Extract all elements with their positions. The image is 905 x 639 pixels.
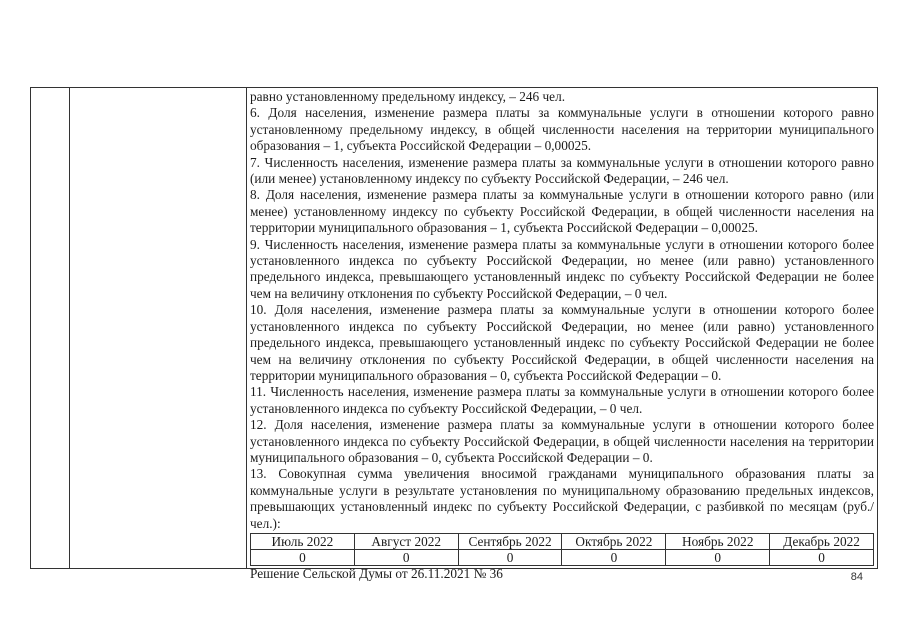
table-column-number [31,88,70,568]
month-header: Август 2022 [354,533,458,549]
decision-reference: Решение Сельской Думы от 26.11.2021 № 36 [250,565,503,581]
monthly-sum-table [250,533,874,566]
paragraph: 7. Численность населения, изменение размера платы за коммунальные услуги в отношении которого равно (или менее) установленному индексу по субъекту Российской Федерации, – 246 чел. [250,154,874,187]
paragraph: 10. Доля населения, изменение размера платы за коммунальные услуги в отношении которого более установленного индекса по субъекту Российской Федерации, но менее (или равно) установленного предельного индекса, превышающего установленный индекс по субъекту Российской Федерации не более чем на величину отклонения по субъекту Российской Федерации, в общей численности населения на территории муниципального образования – 0, субъекта Российской Федерации – 0. [250,302,874,383]
table-column-name [69,88,247,568]
table-row [251,549,874,565]
paragraph: равно установленному предельному индексу, – 246 чел. [250,89,566,104]
month-header: Декабрь 2022 [770,533,874,549]
month-value: 0 [666,549,770,565]
paragraph: 12. Доля населения, изменение размера платы за коммунальные услуги в отношении которого более установленного индекса по субъекту Российской Федерации, в общей численности населения на территории муниципального образования – 0, субъекта Российской Федерации – 0. [250,417,874,465]
month-value: 0 [251,549,355,565]
paragraph: 13. Совокупная сумма увеличения вносимой гражданами муниципального образования платы за коммунальные услуги в результате установления по муниципальному образованию предельных индексов, превышающих установленный индекс по субъекту Российской Федерации, с разбивкой по месяцам (руб./чел.): [250,466,874,531]
month-value: 0 [354,549,458,565]
page-number: 84 [850,571,863,583]
month-value: 0 [458,549,562,565]
month-header: Ноябрь 2022 [666,533,770,549]
month-value: 0 [770,549,874,565]
table-header-row [251,533,874,549]
paragraph: 6. Доля населения, изменение размера платы за коммунальные услуги в отношении которого равно установленному предельному индексу, в общей численности населения на территории муниципального образования – 1, субъекта Российской Федерации – 0,00025. [250,105,874,154]
paragraph: 9. Численность населения, изменение размера платы за коммунальные услуги в отношении которого более установленного индекса по субъекту Российской Федерации, но менее (или равно) установленного предельного индекса, превышающего установленный индекс по субъекту Российской Федерации не более чем на величину отклонения по субъекту Российской Федерации, – 0 чел. [250,236,874,301]
month-header: Июль 2022 [251,533,355,549]
paragraph: 8. Доля населения, изменение размера платы за коммунальные услуги в отношении которого равно (или менее) установленному индексу по субъекту Российской Федерации, в общей численности населения на территории муниципального образования – 1, субъекта Российской Федерации – 0,00025. [250,187,874,236]
month-value: 0 [562,549,666,565]
month-header: Сентябрь 2022 [458,533,562,549]
paragraph: 11. Численность населения, изменение размера платы за коммунальные услуги в отношении которого более установленного индекса по субъекту Российской Федерации, – 0 чел. [250,384,874,416]
month-header: Октябрь 2022 [562,533,666,549]
